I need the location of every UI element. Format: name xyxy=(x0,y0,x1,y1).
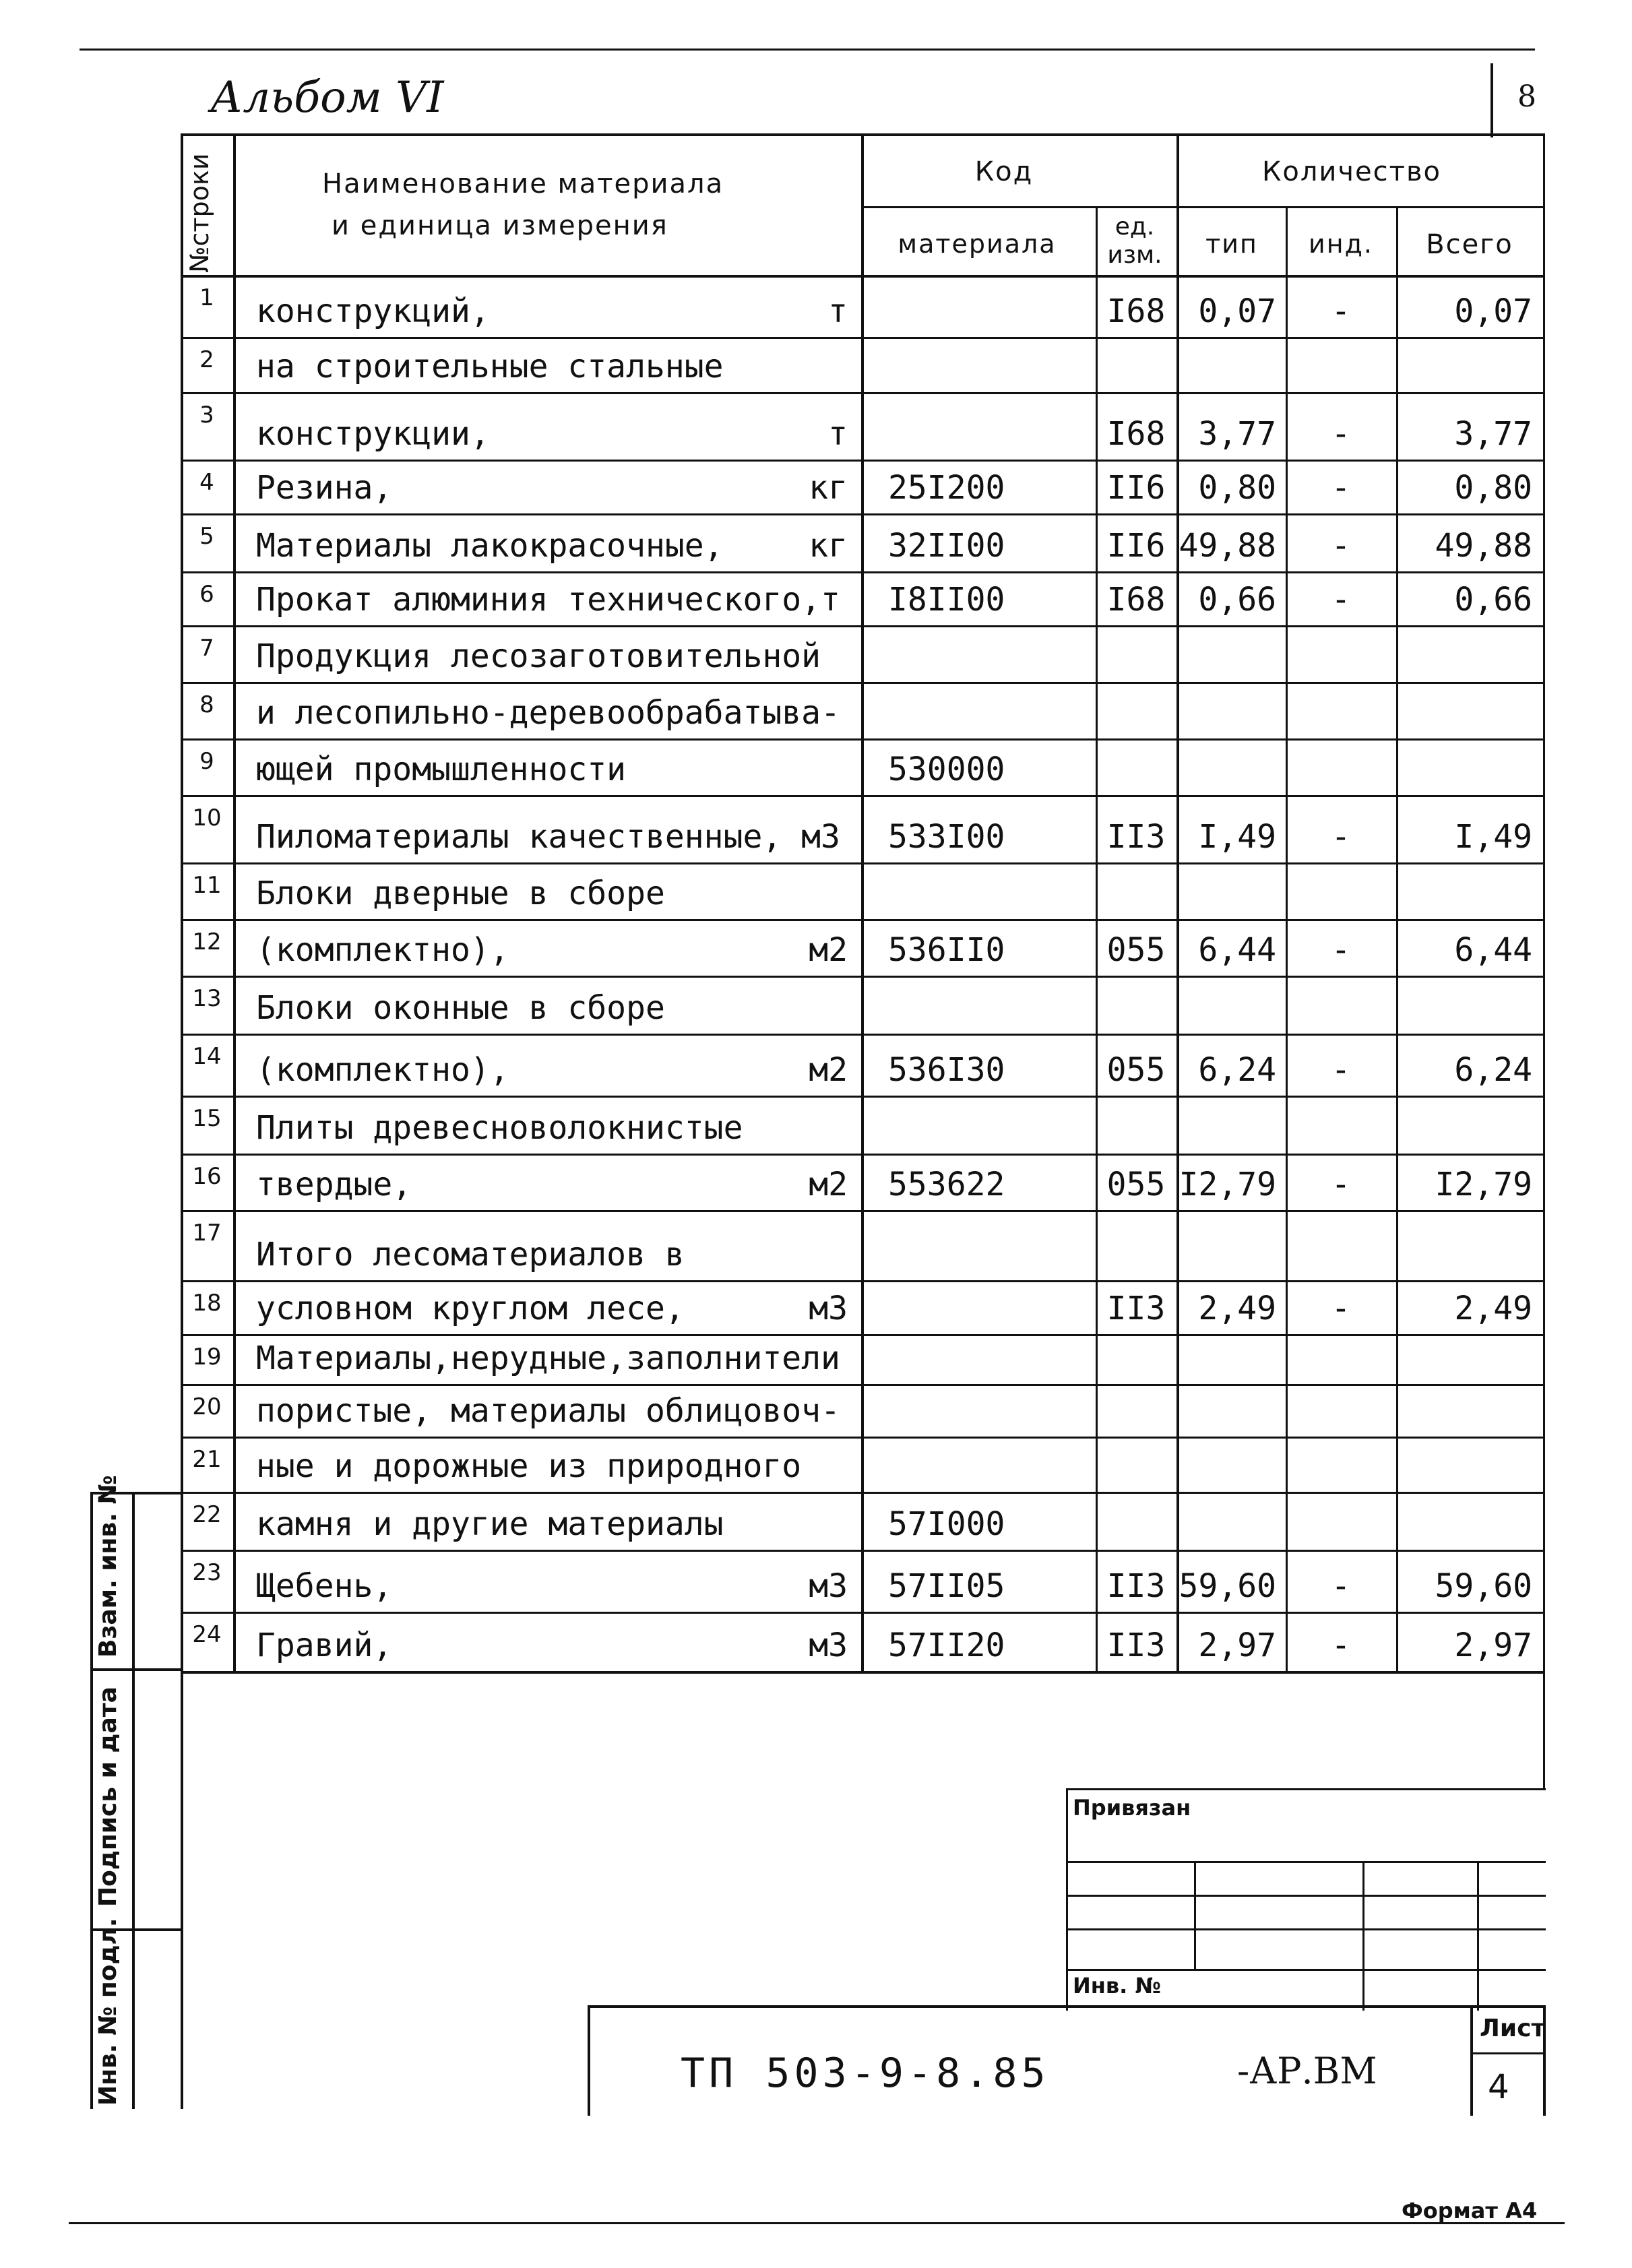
row-material-code: 530000 xyxy=(888,751,1005,788)
row-name: Блоки дверные в сборе xyxy=(256,875,665,912)
row-separator xyxy=(181,1210,1543,1212)
privyazan-label: Привязан xyxy=(1073,1795,1191,1821)
row-qty-type: I,49 xyxy=(1198,818,1276,856)
tb-row3 xyxy=(1066,1928,1546,1930)
stamp-div1 xyxy=(90,1668,181,1671)
row-qty-total: 0,66 xyxy=(1454,581,1532,619)
row-unit: м2 xyxy=(809,931,848,969)
row-qty-ind: - xyxy=(1331,1567,1351,1605)
row-number: 14 xyxy=(192,1043,222,1070)
row-qty-type: I2,79 xyxy=(1179,1166,1276,1203)
row-separator xyxy=(181,1334,1543,1336)
row-name: твердые, xyxy=(256,1166,412,1203)
tb-row4 xyxy=(1066,1969,1546,1971)
row-qty-total: 59,60 xyxy=(1435,1567,1532,1605)
row-number: 6 xyxy=(199,581,214,608)
row-unit-code: II3 xyxy=(1106,1567,1166,1605)
stamp-inv-podl: Инв. № подл. xyxy=(94,1918,122,2106)
row-separator xyxy=(181,1280,1543,1282)
row-number: 12 xyxy=(192,928,222,955)
row-number: 18 xyxy=(192,1290,222,1317)
strip-sheet-mid xyxy=(1470,2052,1546,2054)
header-name-line1: Наименование материала xyxy=(322,168,724,199)
row-material-code: 536I30 xyxy=(888,1051,1005,1089)
row-qty-type: 6,24 xyxy=(1198,1051,1276,1089)
row-name: и лесопильно-деревообрабатыва- xyxy=(256,694,840,732)
row-qty-ind: - xyxy=(1331,527,1351,565)
header-unit-line2: изм. xyxy=(1107,241,1162,269)
row-qty-total: 6,44 xyxy=(1454,931,1532,969)
col-line-code xyxy=(861,133,864,1671)
row-qty-type: 0,07 xyxy=(1198,292,1276,330)
row-separator xyxy=(181,460,1543,462)
row-number: 13 xyxy=(192,985,222,1012)
row-number: 10 xyxy=(192,805,222,831)
row-number: 11 xyxy=(192,872,222,899)
row-unit: кг xyxy=(809,469,848,507)
row-unit-code: 055 xyxy=(1106,1051,1166,1089)
header-qty-type: тип xyxy=(1205,229,1258,259)
row-name: (комплектно), xyxy=(256,931,509,969)
row-number: 2 xyxy=(199,346,214,373)
row-material-code: 57II20 xyxy=(888,1627,1005,1664)
row-qty-ind: - xyxy=(1331,581,1351,619)
top-border xyxy=(80,49,1535,51)
row-number: 5 xyxy=(199,523,214,550)
row-qty-type: 49,88 xyxy=(1179,527,1276,565)
row-number: 4 xyxy=(199,469,214,496)
row-name: Гравий, xyxy=(256,1627,393,1664)
row-qty-ind: - xyxy=(1331,415,1351,453)
row-unit: т xyxy=(828,292,848,330)
tb-col3 xyxy=(1477,1861,1479,2011)
row-number: 9 xyxy=(199,748,214,775)
col-line-qty xyxy=(1176,133,1179,1671)
row-material-code: 57II05 xyxy=(888,1567,1005,1605)
row-number: 8 xyxy=(199,691,214,718)
row-qty-ind: - xyxy=(1331,292,1351,330)
row-separator xyxy=(181,1384,1543,1386)
row-qty-ind: - xyxy=(1331,1290,1351,1327)
row-qty-total: I2,79 xyxy=(1435,1166,1532,1203)
row-unit-code: I68 xyxy=(1106,292,1166,330)
row-number: 21 xyxy=(192,1446,222,1473)
row-material-code: 57I000 xyxy=(888,1505,1005,1543)
row-unit: т xyxy=(828,415,848,453)
row-unit: м3 xyxy=(809,1627,848,1664)
row-name: пористые, материалы облицовоч- xyxy=(256,1392,840,1430)
row-separator xyxy=(181,795,1543,797)
row-number: 15 xyxy=(192,1105,222,1132)
row-qty-total: I,49 xyxy=(1454,818,1532,856)
strip-top xyxy=(588,2005,1546,2008)
row-material-code: 32II00 xyxy=(888,527,1005,565)
row-qty-total: 6,24 xyxy=(1454,1051,1532,1089)
row-name: камня и другие материалы xyxy=(256,1505,724,1543)
row-separator xyxy=(181,682,1543,684)
col-line-rowno xyxy=(233,133,236,1671)
inv-no-label: Инв. № xyxy=(1073,1973,1161,1998)
row-separator xyxy=(181,919,1543,921)
row-number: 22 xyxy=(192,1501,222,1528)
row-unit-code: 055 xyxy=(1106,1166,1166,1203)
album-title: Альбом VI xyxy=(210,73,444,123)
row-qty-type: 2,49 xyxy=(1198,1290,1276,1327)
row-unit-code: II6 xyxy=(1106,527,1166,565)
row-name: Плиты древесноволокнистые xyxy=(256,1109,743,1147)
stamp-vzam: Взам. инв. № xyxy=(94,1475,122,1658)
row-separator xyxy=(181,1096,1543,1098)
sheet-number: 4 xyxy=(1488,2067,1509,2106)
row-unit-code: II6 xyxy=(1106,469,1166,507)
row-number: 20 xyxy=(192,1393,222,1420)
row-qty-ind: - xyxy=(1331,1051,1351,1089)
row-material-code: 536II0 xyxy=(888,931,1005,969)
row-qty-type: 0,80 xyxy=(1198,469,1276,507)
col-line-ed xyxy=(1096,206,1098,1671)
stamp-mid-line xyxy=(132,1492,135,2109)
tb-row1 xyxy=(1066,1861,1546,1863)
row-qty-type: 59,60 xyxy=(1179,1567,1276,1605)
row-number: 1 xyxy=(199,284,214,311)
row-number: 23 xyxy=(192,1559,222,1586)
row-unit-code: I68 xyxy=(1106,415,1166,453)
row-separator xyxy=(181,1437,1543,1439)
row-separator xyxy=(181,571,1543,573)
row-unit: м3 xyxy=(809,1290,848,1327)
tb-left xyxy=(1066,1788,1068,2011)
format-label: Формат А4 xyxy=(1402,2198,1538,2224)
header-code: Код xyxy=(974,156,1034,187)
row-separator xyxy=(181,1492,1543,1494)
row-unit-code: II3 xyxy=(1106,818,1166,856)
header-quantity: Количество xyxy=(1261,156,1441,187)
row-material-code: I8II00 xyxy=(888,581,1005,619)
tb-top xyxy=(1066,1788,1546,1790)
row-unit-code: I68 xyxy=(1106,581,1166,619)
row-separator xyxy=(181,392,1543,394)
row-name: условном круглом лесе, xyxy=(256,1290,685,1327)
row-name: Щебень, xyxy=(256,1567,393,1605)
row-unit-code: II3 xyxy=(1106,1627,1166,1664)
row-unit-code: II3 xyxy=(1106,1290,1166,1327)
header-qty-ind: инд. xyxy=(1309,229,1373,259)
row-name: на строительные стальные xyxy=(256,348,724,385)
row-unit: кг xyxy=(809,527,848,565)
row-name: ные и дорожные из природного xyxy=(256,1447,802,1485)
row-separator xyxy=(181,1034,1543,1036)
header-name-line2: и единица измерения xyxy=(332,210,668,241)
row-separator xyxy=(181,1550,1543,1552)
sheet-label: Лист xyxy=(1480,2015,1546,2042)
row-name: (комплектно), xyxy=(256,1051,509,1089)
row-separator xyxy=(181,976,1543,978)
row-name: конструкций, xyxy=(256,292,490,330)
doc-suffix: -АР.ВМ xyxy=(1237,2050,1377,2092)
row-number: 7 xyxy=(199,635,214,662)
frame-right-lower xyxy=(1543,1671,1545,1788)
header-unit-line1: ед. xyxy=(1115,213,1155,241)
row-separator xyxy=(181,1154,1543,1156)
row-qty-ind: - xyxy=(1331,469,1351,507)
row-name: Прокат алюминия технического,т xyxy=(256,581,840,619)
row-number: 17 xyxy=(192,1220,222,1247)
row-qty-total: 2,97 xyxy=(1454,1627,1532,1664)
row-unit-code: 055 xyxy=(1106,931,1166,969)
row-name: конструкции, xyxy=(256,415,490,453)
row-material-code: 533I00 xyxy=(888,818,1005,856)
row-unit: м2 xyxy=(809,1166,848,1203)
row-qty-ind: - xyxy=(1331,1627,1351,1664)
row-number: 24 xyxy=(192,1621,222,1648)
strip-left xyxy=(588,2005,590,2116)
stamp-left-line xyxy=(90,1492,93,2109)
row-qty-type: 2,97 xyxy=(1198,1627,1276,1664)
row-name: Блоки оконные в сборе xyxy=(256,989,665,1027)
row-separator xyxy=(181,738,1543,741)
row-qty-type: 0,66 xyxy=(1198,581,1276,619)
tb-row2 xyxy=(1066,1895,1546,1897)
row-qty-type: 3,77 xyxy=(1198,415,1276,453)
row-qty-ind: - xyxy=(1331,931,1351,969)
row-material-code: 553622 xyxy=(888,1166,1005,1203)
row-qty-total: 0,07 xyxy=(1454,292,1532,330)
row-separator xyxy=(181,1612,1543,1614)
row-qty-ind: - xyxy=(1331,1166,1351,1203)
row-name: Продукция лесозаготовительной xyxy=(256,637,821,675)
row-name: Итого лесоматериалов в xyxy=(256,1236,685,1273)
row-qty-type: 6,44 xyxy=(1198,931,1276,969)
row-number: 3 xyxy=(199,402,214,429)
header-code-material: материала xyxy=(898,229,1057,259)
row-number: 16 xyxy=(192,1163,222,1190)
header-qty-total: Всего xyxy=(1426,229,1513,260)
tb-col2 xyxy=(1362,1861,1364,2011)
corner-mark: 8 xyxy=(1517,80,1536,114)
row-name: Материалы лакокрасочные, xyxy=(256,527,724,565)
row-qty-total: 0,80 xyxy=(1454,469,1532,507)
stamp-podpis: Подпись и дата xyxy=(94,1687,122,1907)
header-mid-line xyxy=(861,206,1543,208)
row-material-code: 25I200 xyxy=(888,469,1005,507)
col-line-right xyxy=(1543,133,1545,1671)
tb-col1 xyxy=(1194,1861,1196,1969)
header-row-no: №строки xyxy=(185,153,214,273)
row-unit: м3 xyxy=(809,1567,848,1605)
row-name: Материалы,нерудные,заполнители xyxy=(256,1340,840,1377)
row-separator xyxy=(181,625,1543,627)
row-qty-total: 3,77 xyxy=(1454,415,1532,453)
row-separator xyxy=(181,513,1543,515)
row-qty-total: 49,88 xyxy=(1435,527,1532,565)
row-number: 19 xyxy=(192,1344,222,1371)
row-separator xyxy=(181,337,1543,339)
doc-code: ТП 503-9-8.85 xyxy=(681,2050,1050,2097)
strip-sheet-left xyxy=(1470,2005,1473,2116)
row-separator xyxy=(181,862,1543,864)
row-name: Пиломатериалы качественные, м3 xyxy=(256,818,840,856)
row-name: Резина, xyxy=(256,469,393,507)
row-name: ющей промышленности xyxy=(256,751,627,788)
table-bottom-line xyxy=(181,1671,1543,1674)
top-right-tick xyxy=(1490,63,1493,137)
row-qty-total: 2,49 xyxy=(1454,1290,1532,1327)
row-qty-ind: - xyxy=(1331,818,1351,856)
bottom-border xyxy=(69,2222,1565,2224)
row-unit: м2 xyxy=(809,1051,848,1089)
